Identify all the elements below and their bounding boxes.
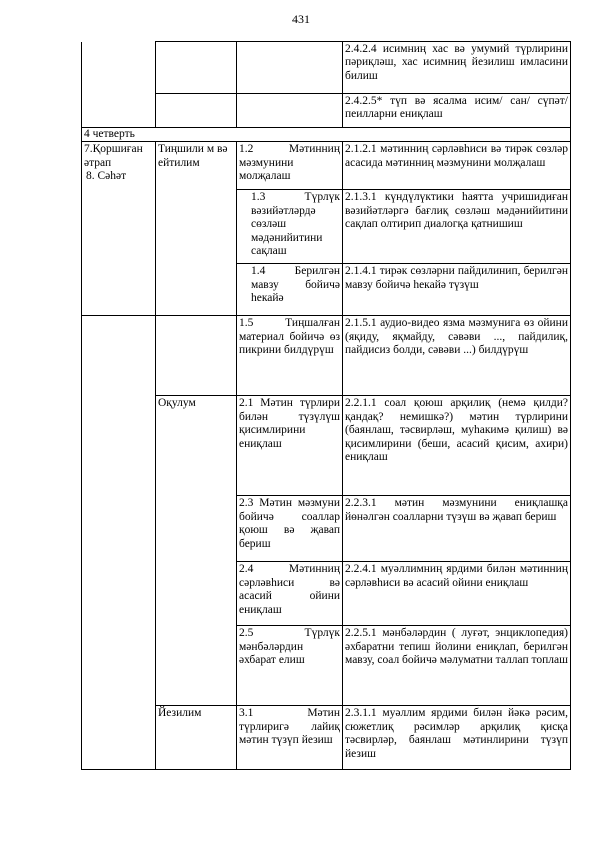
- table-row: [82, 496, 571, 562]
- table-row: [82, 128, 571, 142]
- quarter-label: 4 четверть: [82, 128, 571, 142]
- subskill-cell: 2.3 Мәтин мәзмуни бойичә соаллар қоюш вә җавап бериш: [237, 496, 343, 562]
- subskill-cell: [237, 42, 343, 94]
- objective-cell: 2.1.2.1 мәтинниң сәрләвһиси вә тирәк сөзләр асасида мәтинниң мәзмунини молҗалаш: [343, 142, 571, 190]
- objective-cell: 2.1.5.1 аудио-видео язма мәзмунига өз ойини (яқиду, яқмайду, сәвәви ..., пайдилиқ, пайдисиз болди, сәвәви ...) билдүрүш: [343, 316, 571, 396]
- curriculum-table: [81, 41, 571, 770]
- section-writing: Йезилим: [156, 706, 237, 770]
- objective-cell: 2.2.5.1 мәнбәләрдин ( луғәт, энциклопедия) әхбаратни тепиш йолини ениқлап, берилгән мавзу, соал бойичә мәлуматни таллап топлаш: [343, 626, 571, 706]
- topic-line: 8. Сәһәт: [86, 170, 127, 183]
- objective-cell: 2.1.3.1 күндүлүктики һаятта учришидиған вәзийәтләргә бағлиқ сөзләш мәдәнийитини сақлап олтирип диалогқа қатнишиш: [343, 190, 571, 264]
- subskill-cell: 3.1 Мәтин түрлиригә лайиқ мәтин түзүп йезиш: [237, 706, 343, 770]
- objective-cell: 2.2.3.1 мәтин мәзмунини ениқлашқа йөнәлгән соалларни түзүш вә җавап бериш: [343, 496, 571, 562]
- section-listening: Тиңшили м вә ейтилим: [156, 142, 237, 316]
- topic-line: 7.Қоршиған: [84, 143, 143, 156]
- table-row: [82, 94, 571, 128]
- topic-line: әтрап: [84, 156, 112, 169]
- subskill-cell: 2.5 Түрлүк мәнбәләрдин әхбарат елиш: [237, 626, 343, 706]
- table-row: [82, 42, 571, 94]
- subskill-cell: [237, 94, 343, 128]
- subskill-cell: 1.2 Мәтинниң мәзмунини молҗалаш: [237, 142, 343, 190]
- table-row: [82, 396, 571, 496]
- table-row: [82, 706, 571, 770]
- table-row: [82, 316, 571, 396]
- section-reading: Оқулум: [156, 396, 237, 706]
- objective-cell: 2.2.1.1 соал қоюш арқилиқ (немә қилди? қандақ? немишкә?) мәтин түрлирини (баянлаш, тәсвирләш, муһакимә қилиш) вә қисимлирини (беши, асасий қисим, ахири) ениқлаш: [343, 396, 571, 496]
- objective-cell: 2.1.4.1 тирәк сөзләрни пайдилинип, берилгән мавзу бойичә һекайә түзүш: [343, 264, 571, 316]
- subskill-cell: 1.3 Түрлүк вәзийәтләрдә сөзләш мәдәнийитини сақлаш: [237, 190, 343, 264]
- subskill-cell: 1.4 Берилгән мавзу бойичә һекайә: [237, 264, 343, 316]
- table-row: [82, 562, 571, 626]
- subskill-cell: 1.5 Тиңшалған материал бойичә өз пикрини билдүрүш: [237, 316, 343, 396]
- page-number: 431: [292, 12, 310, 26]
- objective-cell: 2.3.1.1 муәллим ярдими билән йәкә рәсим, сюжетлиқ рәсимләр арқилиқ қисқа тәсвирләр, баянлаш мәтинлирини түзүп йезиш: [343, 706, 571, 770]
- objective-cell: 2.2.4.1 муәллимниң ярдими билән мәтинниң сәрләвһиси вә асасий ойини ениқлаш: [343, 562, 571, 626]
- objective-cell: 2.4.2.5* түп вә ясалма исим/ сан/ сүпәт/пеилларни ениқлаш: [343, 94, 571, 128]
- subskill-cell: 2.1 Мәтин түрлири билән түзүлүш қисимлирини ениқлаш: [237, 396, 343, 496]
- table-row: [82, 142, 571, 190]
- table-row: [82, 626, 571, 706]
- objective-cell: 2.4.2.4 исимниң хас вә умумий түрлирини пәриқләш, хас исимниң йезилиш имласини билиш: [343, 42, 571, 94]
- topic-cell: [82, 142, 156, 316]
- subskill-cell: 2.4 Мәтинниң сәрләвһиси вә асасий ойини ениқлаш: [237, 562, 343, 626]
